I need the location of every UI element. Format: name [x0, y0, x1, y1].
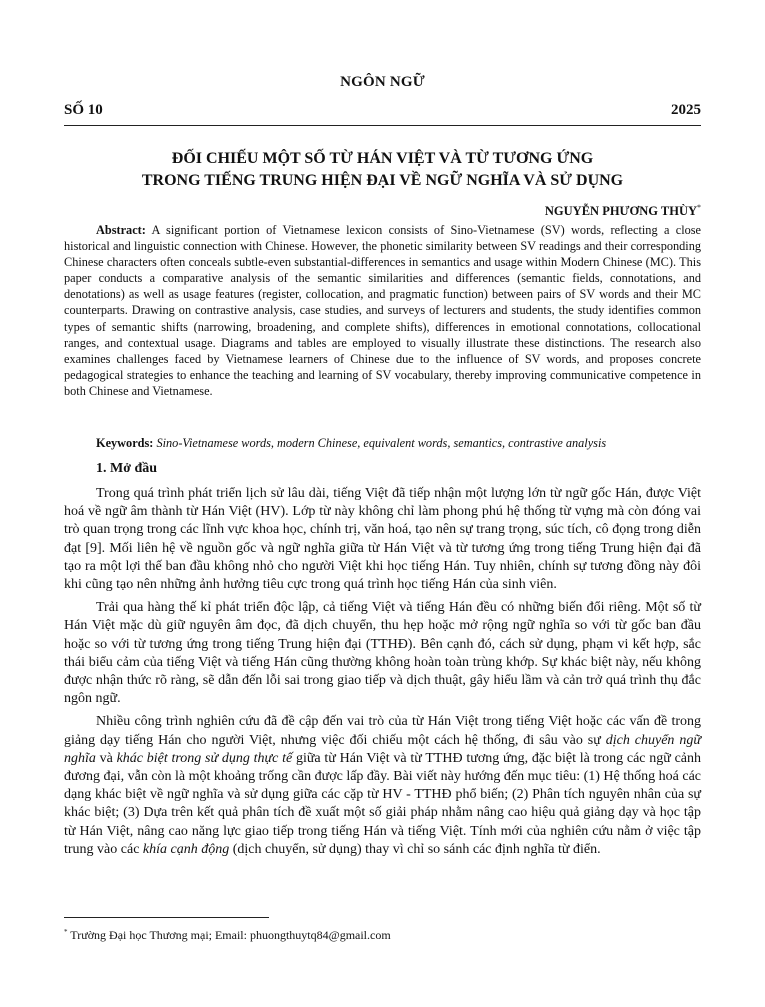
paragraph-3-part-a: Nhiều công trình nghiên cứu đã đề cập đến vai trò của từ Hán Việt trong tiếng Việt hoặc các vấn đề trong giảng dạy tiếng Hán cho người Việt, nhưng việc đối chiếu một cách hệ thống, đi sâu vào sự	[64, 714, 701, 748]
issue-row	[64, 102, 701, 119]
journal-name: NGÔN NGỮ	[340, 74, 425, 90]
paragraph-3-part-d: (dịch chuyển, sử dụng) thay vì chỉ so sánh các định nghĩa từ điển.	[229, 841, 601, 857]
abstract-label: Abstract:	[96, 223, 146, 237]
author-footnote-mark: *	[697, 203, 701, 212]
keywords-text: Sino-Vietnamese words, modern Chinese, equivalent words, semantics, contrastive analysis	[153, 436, 607, 450]
title-line-1: ĐỐI CHIẾU MỘT SỐ TỪ HÁN VIỆT VÀ TỪ TƯƠNG ỨNG	[171, 150, 594, 167]
footnote-mark: *	[64, 928, 68, 936]
abstract-text: A significant portion of Vietnamese lexicon consists of Sino-Vietnamese (SV) words, reflecting a close historical and linguistic connection with Chinese. However, the phonetic similarity between SV readings and their corresponding Chinese characters often conceals subtle-even substantial-differences in semantics and usage within Modern Chinese (MC). This paper conducts a comparative analysis of the semantic similarities and differences (semantic fields, connotations, and denotations) as well as usage features (register, collocation, and pragmatic function) between pairs of SV words and their MC counterparts. Drawing on contrastive analysis, case studies, and surveys of lecturers and students, the study identifies common types of semantic shifts (narrowing, broadening, and complete shifts), differences in emotional connotations, collocational ranges, and contextual usage. Diagrams and tables are employed to visually illustrate these distinctions. The research also examines challenges faced by Vietnamese learners of Chinese due to the influence of SV words, and proposes concrete pedagogical strategies to enhance the teaching and learning of SV vocabulary, thereby improving communicative competence in both Chinese and Vietnamese.	[64, 223, 701, 398]
author-name: NGUYỄN PHƯƠNG THÙY	[544, 204, 697, 219]
paragraph-2: Trải qua hàng thế kỉ phát triển độc lập, cả tiếng Việt và tiếng Hán đều có những biến đổi riêng. Một số từ Hán Việt mặc dù giữ nguyên âm đọc, đã dịch chuyển, thu hẹp hoặc mở rộng ngữ nghĩa so với từ gốc ban đầu hoặc so với từ tương ứng trong tiếng Trung hiện đại (TTHĐ). Bên cạnh đó, cách sử dụng, phạm vi kết hợp, sắc thái biểu cảm của tiếng Việt và tiếng Hán cũng thường không hoàn toàn trùng khớp. Sự khác biệt này, nếu không được nhận thức rõ ràng, sẽ dẫn đến lỗi sai trong giao tiếp và dịch thuật, gây hiểu lầm và cản trở quá trình thụ đắc ngôn ngữ.	[64, 600, 701, 707]
issue-number: SỐ 10	[64, 102, 103, 118]
section-heading: 1. Mở đầu	[96, 461, 158, 476]
footnote-rule	[64, 917, 269, 918]
keywords-label: Keywords:	[96, 436, 154, 450]
paragraph-3-italic-3: khía cạnh động	[142, 841, 230, 857]
paragraph-3-italic-1: dịch chuyển ngữ nghĩa	[64, 732, 701, 766]
paragraph-1: Trong quá trình phát triển lịch sử lâu dài, tiếng Việt đã tiếp nhận một lượng lớn từ ngữ gốc Hán, được Việt hoá về ngữ âm thành từ Hán Việt (HV). Lớp từ này không chỉ làm phong phú hệ thống từ vựng mà còn đóng vai trò quan trọng trong các lĩnh vực khoa học, chính trị, văn hoá, tạo nên sự trang trọng, súc tích, cô đọng trong diễn đạt [9]. Mối liên hệ về nguồn gốc và ngữ nghĩa giữa từ Hán Việt và từ tương ứng trong tiếng Trung hiện đại đã tạo ra một lợi thế ban đầu không nhỏ cho người Việt khi học tiếng Hán. Tuy nhiên, chính sự tương đồng này đôi khi cũng tạo nên những ảnh hưởng tiêu cực trong quá trình học tiếng Hán của sinh viên.	[64, 486, 701, 593]
title-line-2: TRONG TIẾNG TRUNG HIỆN ĐẠI VỀ NGỮ NGHĨA VÀ SỬ DỤNG	[141, 172, 624, 189]
header-rule	[64, 125, 701, 126]
paragraph-3-part-c: giữa từ Hán Việt và từ TTHĐ tương ứng, đặc biệt là trong các ngữ cảnh đương đại, vẫn còn là một khoảng trống cần được lấp đầy. Bài viết này hướng đến mục tiêu: (1) Hệ thống hoá các dạng khác biệt về ngữ nghĩa và sử dụng giữa các cặp từ HV - TTHĐ phổ biến; (2) Phân tích nguyên nhân của sự khác biệt; (3) Dựa trên kết quả phân tích đề xuất một số giải pháp nhằm nâng cao hiệu quả giảng dạy và học tập từ Hán Việt, nâng cao năng lực giao tiếp trong tiếng Hán và tiếng Việt. Tính mới của nghiên cứu nằm ở việc tập trung vào các	[64, 750, 702, 857]
footnote-text: Trường Đại học Thương mại; Email: phuongthuytq84@gmail.com	[67, 928, 391, 942]
section-body	[64, 485, 701, 864]
issue-year: 2025	[671, 102, 701, 118]
keywords	[64, 435, 701, 451]
paragraph-3-italic-2: khác biệt trong sử dụng thực tế	[116, 750, 293, 766]
author	[545, 203, 701, 219]
paragraph-3	[64, 713, 701, 859]
paragraph-3-part-b: và	[95, 750, 117, 766]
footnote	[64, 928, 391, 943]
abstract	[64, 222, 701, 399]
article-title	[64, 148, 701, 192]
